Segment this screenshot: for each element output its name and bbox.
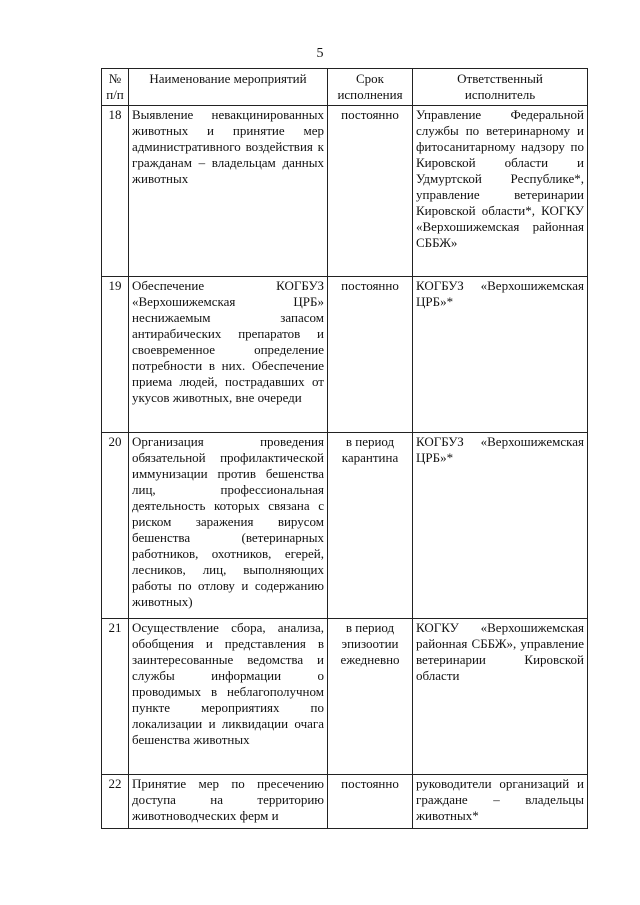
row-term: постоянно (328, 277, 413, 433)
row-measure-name: Организация проведения обязательной профилактической иммунизации против бешенства лиц, профессиональная деятельность которых связана с риском заражения вирусом бешенства (ветеринарных работников, охотников, егерей, лесников, лиц, выполняющих работы по отлову и содержанию животных) (129, 433, 328, 619)
row-number: 22 (102, 775, 129, 829)
table-header-row (102, 69, 588, 106)
table-row (102, 277, 588, 433)
row-measure-name: Выявление невакцинированных животных и принятие мер административного воздействия к гражданам – владельцам данных животных (129, 106, 328, 277)
table-row (102, 619, 588, 775)
header-number: № п/п (102, 69, 129, 106)
table-row (102, 106, 588, 277)
row-number: 21 (102, 619, 129, 775)
row-term: постоянно (328, 106, 413, 277)
row-number: 20 (102, 433, 129, 619)
row-measure-name: Осуществление сбора, анализа, обобщения и представления в заинтересованные ведомства и службы информации о проводимых в неблагополучном пункте мероприятиях по локализации и ликвидации очага бешенства животных (129, 619, 328, 775)
row-number: 18 (102, 106, 129, 277)
row-responsible: КОГКУ «Верхошижемская районная СББЖ», управление ветеринарии Кировской области (413, 619, 588, 775)
row-measure-name: Принятие мер по пресечению доступа на территорию животноводческих ферм и (129, 775, 328, 829)
table-row (102, 775, 588, 829)
table-row (102, 433, 588, 619)
measures-table (101, 68, 588, 829)
row-measure-name: Обеспечение КОГБУЗ «Верхошижемская ЦРБ» неснижаемым запасом антирабических препаратов и своевременное определение потребности в них. Обеспечение приема людей, пострадавших от укусов животных, вне очереди (129, 277, 328, 433)
header-measure-name: Наименование мероприятий (129, 69, 328, 106)
row-term: в период карантина (328, 433, 413, 619)
row-number: 19 (102, 277, 129, 433)
header-term: Срок исполнения (328, 69, 413, 106)
header-responsible: Ответственный исполнитель (413, 69, 588, 106)
row-responsible: КОГБУЗ «Верхошижемская ЦРБ»* (413, 277, 588, 433)
row-responsible: руководители организаций и граждане – владельцы животных* (413, 775, 588, 829)
row-responsible: КОГБУЗ «Верхошижемская ЦРБ»* (413, 433, 588, 619)
page-number: 5 (316, 46, 324, 61)
row-term: постоянно (328, 775, 413, 829)
row-responsible: Управление Федеральной службы по ветеринарному и фитосанитарному надзору по Кировской области и Удмуртской Республике*, управление ветеринарии Кировской области*, КОГКУ «Верхошижемская районная СББЖ» (413, 106, 588, 277)
row-term: в период эпизоотии ежедневно (328, 619, 413, 775)
